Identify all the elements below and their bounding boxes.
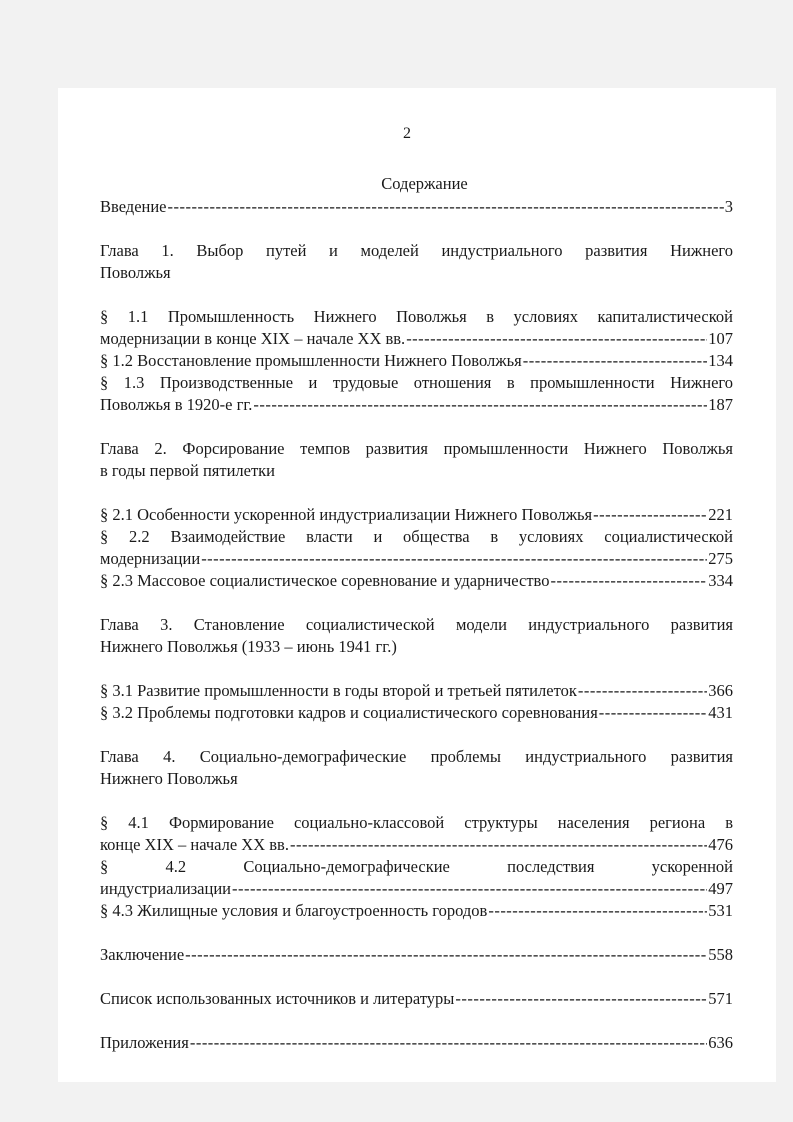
entry-label-line2: модернизации в конце XIX – начале XX вв. — [100, 329, 406, 348]
dot-leader — [290, 834, 707, 856]
chapter-heading-cont: Нижнего Поволжья — [100, 769, 238, 788]
entry-label-line2: Поволжья в 1920-е гг. — [100, 395, 253, 414]
entry-page: 107 — [708, 329, 733, 348]
dot-leader — [488, 900, 707, 922]
dot-leader — [185, 944, 707, 966]
toc-entry-2-3[interactable] — [100, 570, 733, 592]
chapter-heading: Глава 3. Становление социалистической модели индустриального развития — [100, 615, 733, 634]
scan-border-bottom — [0, 1082, 793, 1122]
toc-entry-4-2[interactable] — [100, 856, 733, 900]
entry-label: § 2.3 Массовое социалистическое соревнование и ударничество — [100, 571, 550, 590]
chapter-2-sections — [100, 504, 733, 592]
entry-page: 187 — [708, 395, 733, 414]
dot-leader — [455, 988, 707, 1010]
entry-label: Заключение — [100, 945, 185, 964]
entry-page: 476 — [708, 835, 733, 854]
entry-label: Введение — [100, 197, 167, 216]
toc-entry-1-2[interactable] — [100, 350, 733, 372]
chapter-heading: Глава 1. Выбор путей и моделей индустриального развития Нижнего — [100, 241, 733, 260]
dot-leader — [550, 570, 707, 592]
entry-page: 558 — [708, 945, 733, 964]
toc-title: Содержание — [381, 174, 468, 193]
entry-page: 571 — [708, 989, 733, 1008]
entry-label: § 3.1 Развитие промышленности в годы второй и третьей пятилеток — [100, 681, 577, 700]
dot-leader — [201, 548, 707, 570]
toc-entry-3-1[interactable] — [100, 680, 733, 702]
chapter-3-sections — [100, 680, 733, 724]
entry-page: 431 — [708, 703, 733, 722]
toc-entry-appendix[interactable] — [100, 1032, 733, 1054]
entry-label-line1: § 4.1 Формирование социально-классовой структуры населения региона в — [100, 813, 733, 832]
chapter-4-sections — [100, 812, 733, 922]
dot-leader — [523, 350, 707, 372]
dot-leader — [578, 680, 707, 702]
chapter-heading: Глава 2. Форсирование темпов развития промышленности Нижнего Поволжья — [100, 439, 733, 458]
entry-label: § 3.2 Проблемы подготовки кадров и социалистического соревнования — [100, 703, 598, 722]
toc-entry-conclusion[interactable] — [100, 944, 733, 966]
toc-entry-1-1[interactable] — [100, 306, 733, 350]
entry-label-line1: § 4.2 Социально-демографические последствия ускоренной — [100, 857, 733, 876]
dot-leader — [168, 196, 724, 218]
entry-page: 636 — [708, 1033, 733, 1052]
toc-entry-intro[interactable] — [100, 196, 733, 218]
entry-page: 275 — [708, 549, 733, 568]
chapter-heading-cont: Нижнего Поволжья (1933 – июнь 1941 гг.) — [100, 637, 397, 656]
toc-entry-4-3[interactable] — [100, 900, 733, 922]
toc-entry-2-1[interactable] — [100, 504, 733, 526]
entry-label: § 2.1 Особенности ускоренной индустриализации Нижнего Поволжья — [100, 505, 593, 524]
entry-label-line1: § 1.1 Промышленность Нижнего Поволжья в условиях капиталистической — [100, 307, 733, 326]
chapter-4 — [100, 746, 733, 790]
entry-label: § 4.3 Жилищные условия и благоустроенность городов — [100, 901, 488, 920]
dot-leader — [593, 504, 707, 526]
toc-entry-4-1[interactable] — [100, 812, 733, 856]
entry-page: 497 — [708, 879, 733, 898]
scan-border-left — [0, 0, 58, 1122]
entry-label-line2: индустриализации — [100, 879, 231, 898]
scan-border-right — [776, 0, 793, 1122]
chapter-1 — [100, 240, 733, 284]
chapter-heading: Глава 4. Социально-демографические проблемы индустриального развития — [100, 747, 733, 766]
entry-label-line2: модернизации — [100, 549, 201, 568]
chapter-1-sections — [100, 306, 733, 416]
entry-page: 221 — [708, 505, 733, 524]
entry-page: 334 — [708, 571, 733, 590]
chapter-2 — [100, 438, 733, 482]
chapter-heading-cont: Поволжья — [100, 263, 171, 282]
dot-leader — [599, 702, 707, 724]
toc-entry-1-3[interactable] — [100, 372, 733, 416]
entry-label-line2: конце XIX – начале XX вв. — [100, 835, 289, 854]
dot-leader — [232, 878, 707, 900]
entry-label: Список использованных источников и литературы — [100, 989, 455, 1008]
table-of-contents — [100, 196, 733, 1054]
entry-label-line1: § 1.3 Производственные и трудовые отношения в промышленности Нижнего — [100, 373, 733, 392]
scan-border-top — [0, 0, 793, 88]
entry-label: Приложения — [100, 1033, 189, 1052]
chapter-heading-cont: в годы первой пятилетки — [100, 461, 276, 480]
toc-entry-2-2[interactable] — [100, 526, 733, 570]
dot-leader — [190, 1032, 707, 1054]
dot-leader — [253, 394, 707, 416]
chapter-3 — [100, 614, 733, 658]
page-number: 2 — [403, 125, 411, 142]
entry-label: § 1.2 Восстановление промышленности Нижнего Поволжья — [100, 351, 522, 370]
entry-page: 134 — [708, 351, 733, 370]
toc-entry-sources[interactable] — [100, 988, 733, 1010]
entry-label-line1: § 2.2 Взаимодействие власти и общества в условиях социалистической — [100, 527, 733, 546]
toc-entry-3-2[interactable] — [100, 702, 733, 724]
dot-leader — [406, 328, 707, 350]
entry-page: 366 — [708, 681, 733, 700]
entry-page: 531 — [708, 901, 733, 920]
entry-page: 3 — [724, 197, 733, 216]
